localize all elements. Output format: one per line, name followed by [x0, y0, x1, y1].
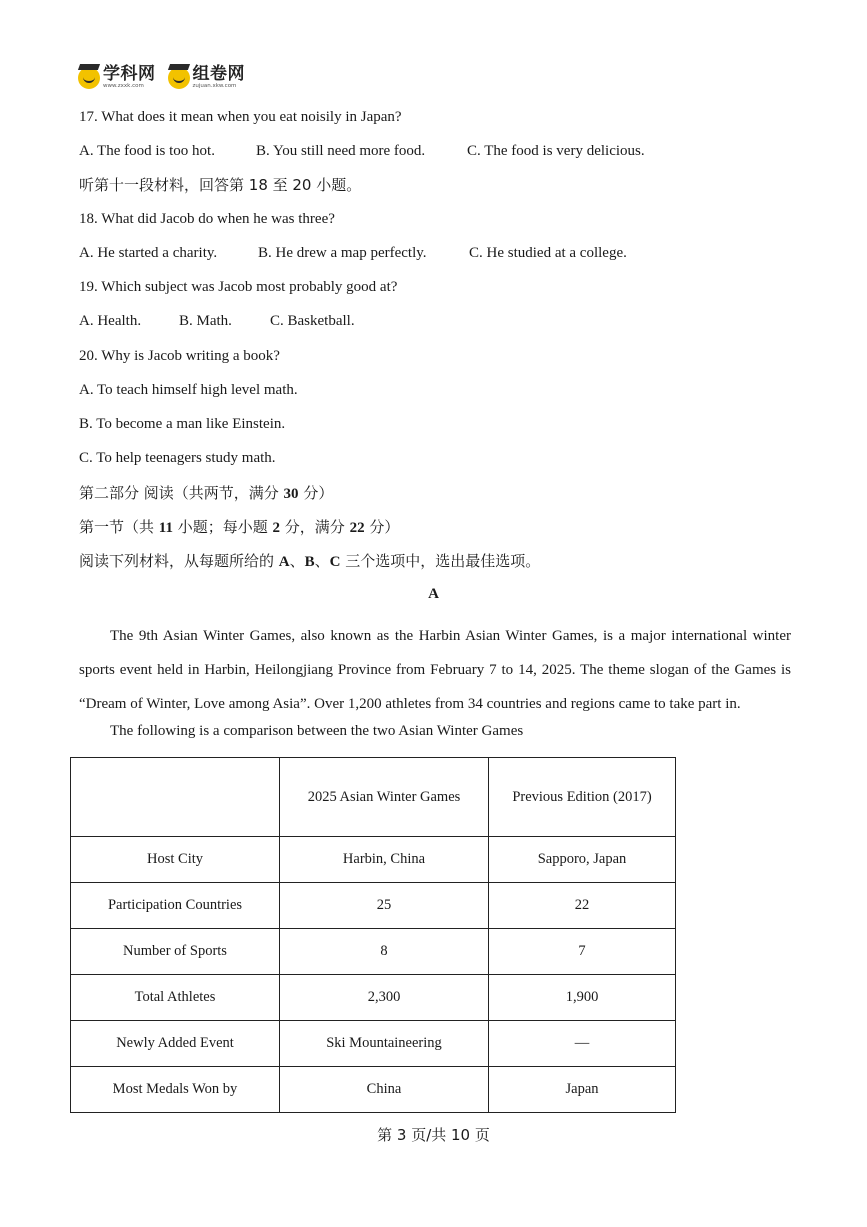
question-18: 18. What did Jacob do when he was three? [79, 211, 335, 227]
table-cell: Japan [489, 1067, 676, 1113]
table-header-row [71, 758, 676, 837]
logo-name: 组卷网 [192, 64, 245, 85]
page-footer: 第 3 页/共 10 页 [377, 1126, 490, 1144]
passage-paragraph: The 9th Asian Winter Games, also known as the Harbin Asian Winter Games, is a major international winter sports event held in Harbin, Heilongjiang Province from February 7 to 14, 2025. The theme slogan of the Games is “Dream of Winter, Love among Asia”. Over 1,200 athletes from 34 countries and regions came to take part in. [79, 628, 791, 712]
option-b: B. He drew a map perfectly. [258, 245, 427, 261]
logo-name: 学科网 [103, 64, 156, 85]
table-cell: Newly Added Event [71, 1021, 280, 1067]
table-header-cell: Previous Edition (2017) [489, 758, 676, 837]
comparison-table [70, 757, 676, 1113]
part-2-heading: 第二部分 阅读（共两节，满分 30 分） [79, 484, 334, 502]
table-header-cell [71, 758, 280, 837]
option-b: B. Math. [179, 313, 232, 329]
table-intro: The following is a comparison between the two Asian Winter Games [110, 723, 524, 739]
section-11-instruction: 听第十一段材料，回答第 18 至 20 小题。 [79, 176, 362, 194]
option-c: C. The food is very delicious. [467, 143, 645, 159]
option-c: C. To help teenagers study math. [79, 450, 276, 466]
table-cell: Host City [71, 837, 280, 883]
question-17: 17. What does it mean when you eat noisily in Japan? [79, 109, 402, 125]
option-a: A. Health. [79, 313, 142, 329]
question-19: 19. Which subject was Jacob most probably good at? [79, 279, 398, 295]
reading-instruction: 阅读下列材料，从每题所给的 A、B、C 三个选项中，选出最佳选项。 [79, 552, 541, 570]
xuekewang-logo [78, 66, 156, 90]
option-a: A. He started a charity. [79, 245, 218, 261]
table-cell: Sapporo, Japan [489, 837, 676, 883]
question-18-options [79, 243, 627, 263]
option-b: B. You still need more food. [256, 143, 426, 159]
table-row [71, 975, 676, 1021]
mascot-icon [168, 67, 190, 89]
option-b: B. To become a man like Einstein. [79, 416, 286, 432]
table-cell: — [489, 1021, 676, 1067]
table-row [71, 1067, 676, 1113]
table-row [71, 837, 676, 883]
table-cell: 2,300 [280, 975, 489, 1021]
option-a: A. The food is too hot. [79, 143, 215, 159]
table-cell: 7 [489, 929, 676, 975]
table-cell: Participation Countries [71, 883, 280, 929]
table-cell: China [280, 1067, 489, 1113]
section-1-heading: 第一节（共 11 小题；每小题 2 分，满分 22 分） [79, 518, 400, 536]
option-a: A. To teach himself high level math. [79, 382, 298, 398]
passage-title: A [428, 586, 439, 602]
table-cell: Ski Mountaineering [280, 1021, 489, 1067]
option-c: C. He studied at a college. [469, 245, 627, 261]
table-cell: 25 [280, 883, 489, 929]
table-row [71, 929, 676, 975]
question-19-options [79, 311, 355, 331]
question-20: 20. Why is Jacob writing a book? [79, 348, 280, 364]
table-cell: 22 [489, 883, 676, 929]
logo-url: www.zxxk.com [103, 83, 144, 90]
logo-url: zujuan.xkw.com [192, 83, 237, 90]
table-cell: 8 [280, 929, 489, 975]
question-17-options [79, 141, 645, 161]
header-logos [78, 63, 257, 93]
option-c: C. Basketball. [270, 313, 355, 329]
table-cell: 1,900 [489, 975, 676, 1021]
zujuanwang-logo [168, 66, 246, 90]
table-cell: Total Athletes [71, 975, 280, 1021]
table-row [71, 1021, 676, 1067]
table-row [71, 883, 676, 929]
table-cell: Most Medals Won by [71, 1067, 280, 1113]
table-cell: Harbin, China [280, 837, 489, 883]
mascot-icon [78, 67, 100, 89]
table-header-cell: 2025 Asian Winter Games [280, 758, 489, 837]
table-cell: Number of Sports [71, 929, 280, 975]
